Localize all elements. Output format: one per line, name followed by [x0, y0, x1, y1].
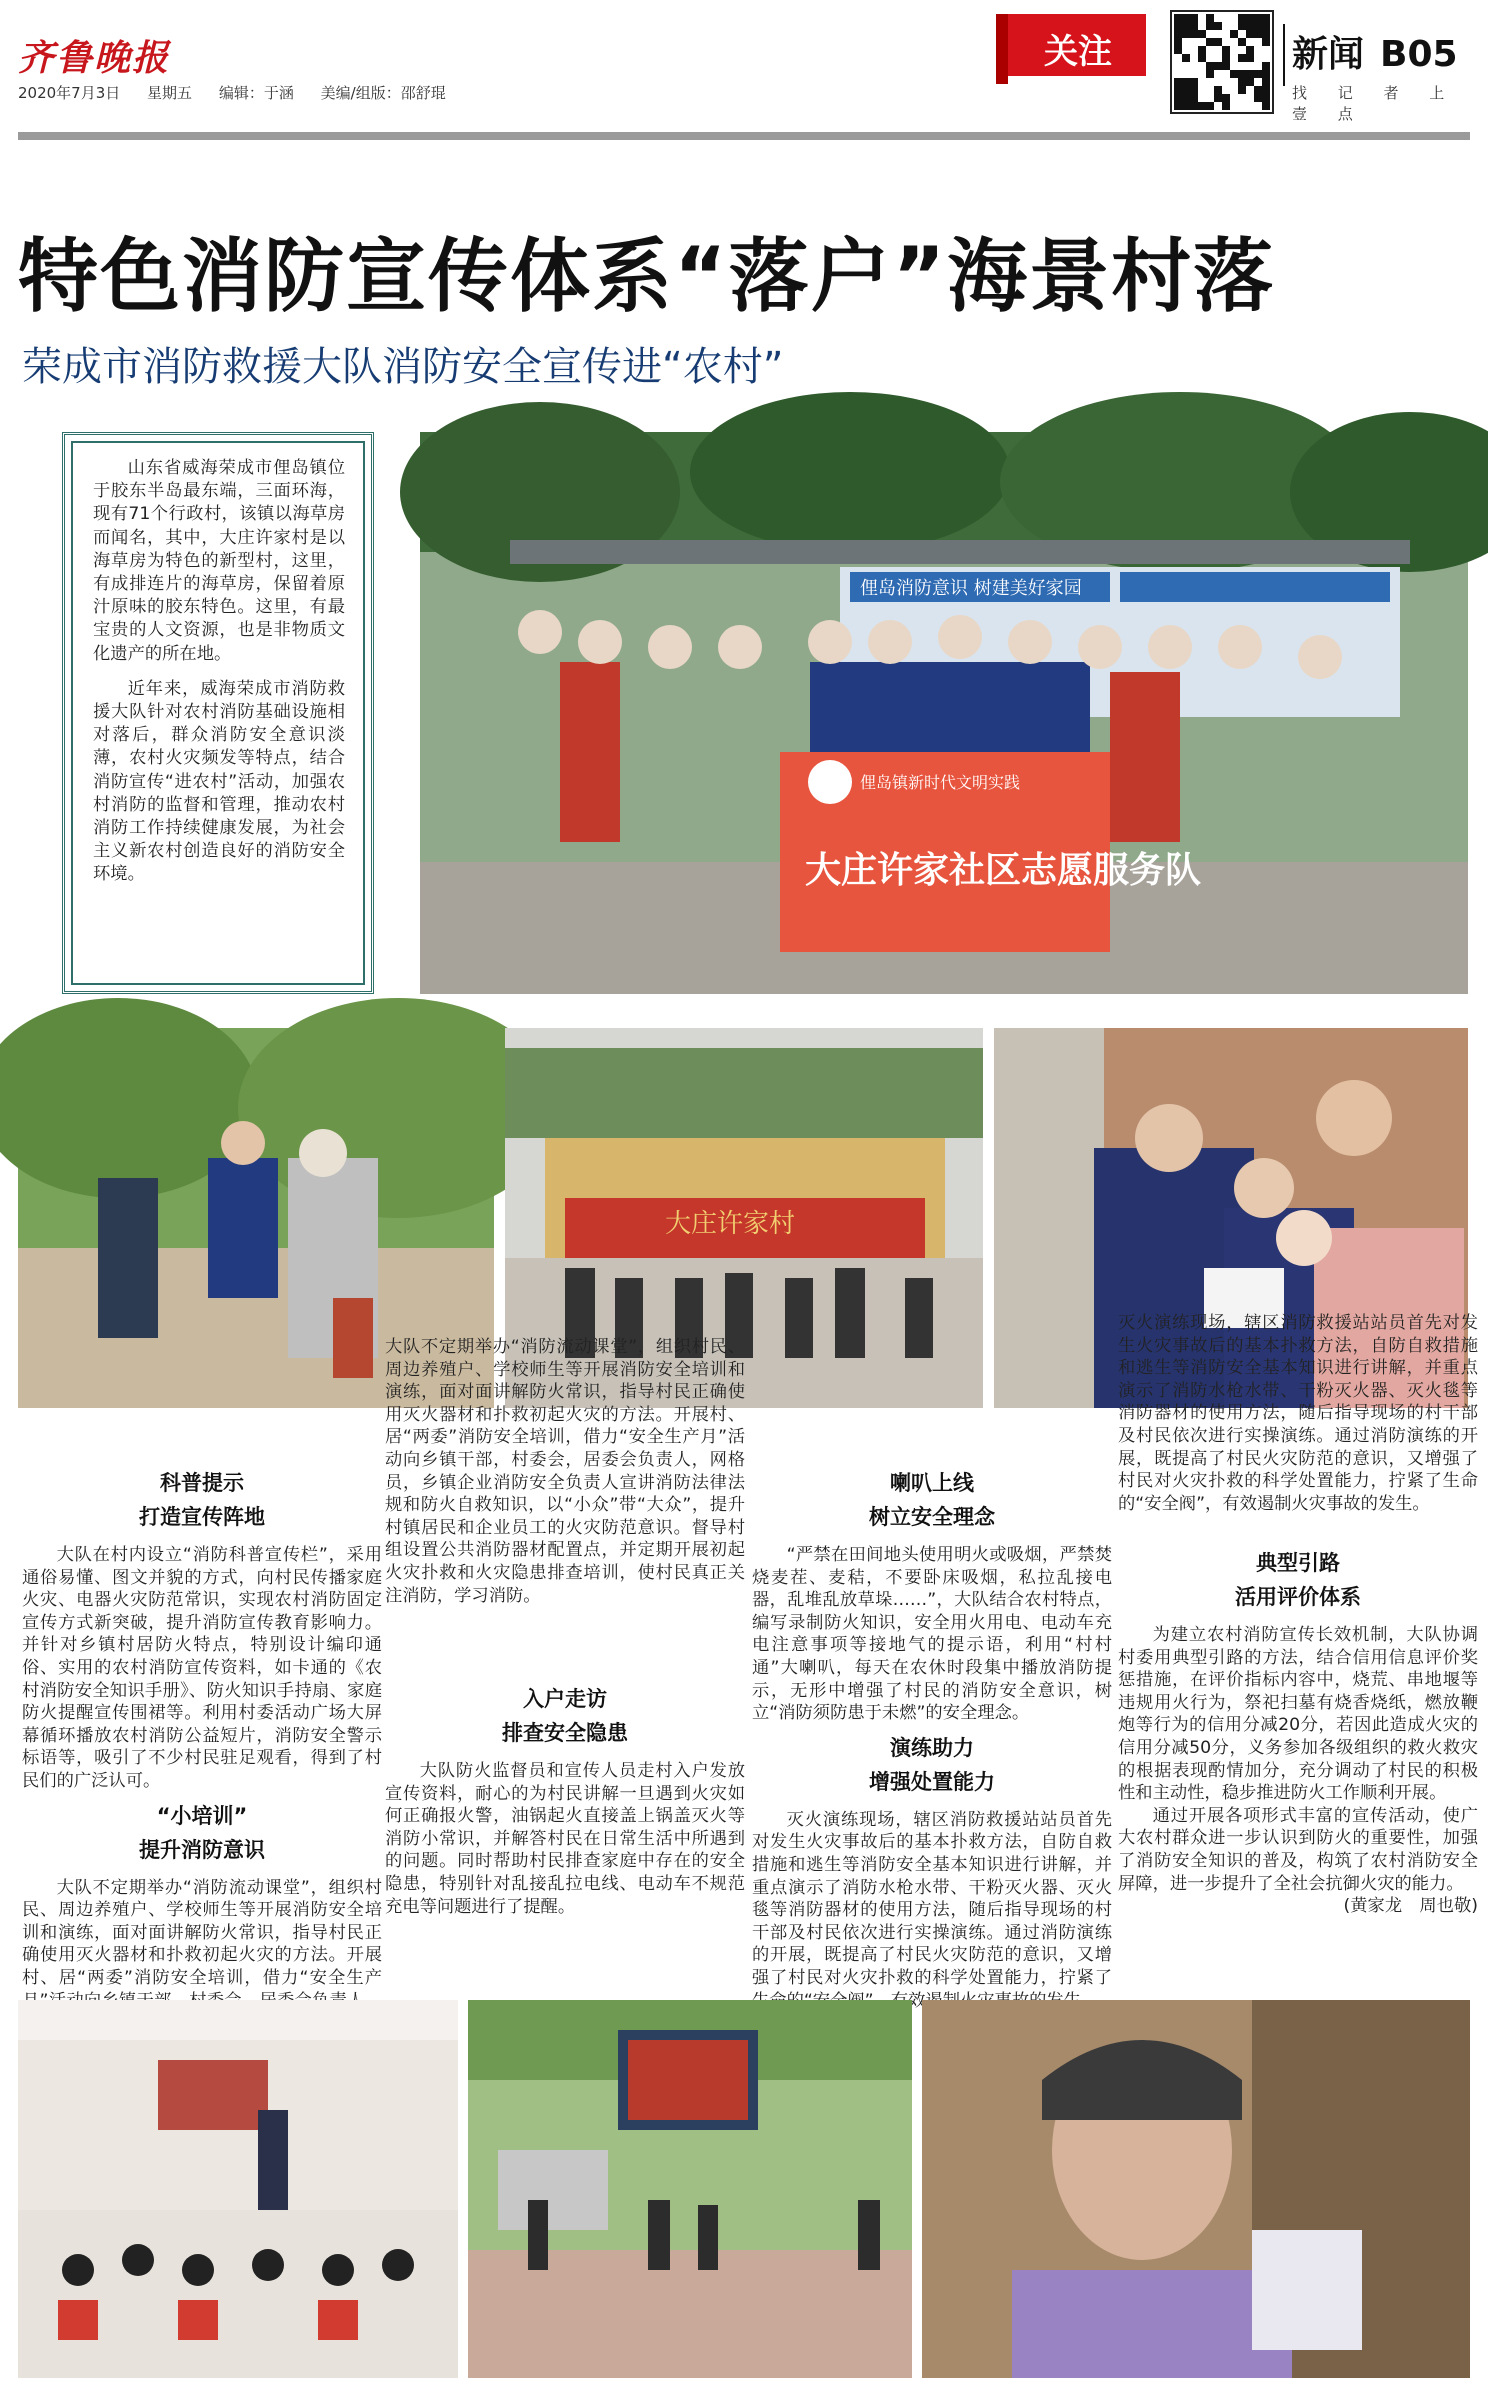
- body-paragraph: 通过开展各项形式丰富的宣传活动，使广大农村群众进一步认识到防火的重要性，加强了消防安全知识的普及，构筑了农村消防安全屏障，进一步提升了全社会抗御火灾的能力。: [1118, 1805, 1478, 1894]
- newspaper-logo: 齐鲁晚报: [18, 37, 171, 79]
- banner-small-text: 俚岛镇新时代文明实践: [860, 773, 1021, 792]
- header-rule: [18, 132, 1470, 140]
- editor-credit: 编辑：于涵: [218, 84, 294, 102]
- designer-credit: 美编/组版：邵舒琨: [320, 84, 446, 102]
- body-paragraph: 大队在村内设立“消防科普宣传栏”，采用通俗易懂、图文并貌的方式，向村民传播家庭火灾、电器火灾防范常识，实现农村消防固定宣传方式新突破，提升消防宣传教育影响力。并针对乡镇村居防火特点，特别设计编印通俗、实用的农村消防宣传资料，如卡通的《农村消防安全知识手册》、防火知识手持扇、家庭防火提醒宣传围裙等。利用村委活动广场大屏幕循环播放农村消防公益短片，消防安全警示标语等，吸引了不少村民驻足观看，得到了村民们的广泛认可。: [22, 1545, 382, 1791]
- section-heading: 演练助力: [890, 1735, 974, 1760]
- headline: 特色消防宣传体系“落户”海景村落: [18, 230, 1276, 323]
- body-paragraph: 大队防火监督员和宣传人员走村入户发放宣传资料，耐心的为村民讲解一旦遇到火灾如何正确报火警，油锅起火直接盖上锅盖灭火等消防小常识，并解答村民在日常生活中所遇到的问题。同时帮助村民排查家庭中存在的安全隐患，特别针对乱接乱拉电线、电动车不规范充电等问题进行了提醒。: [385, 1761, 745, 1917]
- village-sign-text: 大庄许家村: [665, 1209, 796, 1239]
- dateline: [18, 82, 462, 103]
- body-paragraph: 为建立农村消防宣传长效机制，大队协调村委用典型引路的方法，结合信用信息评价奖惩措施，在评价指标内容中，烧荒、串地堰等违规用火行为，祭祀扫墓有烧香烧纸，燃放鞭炮等行为的信用分减20分，若因此造成火灾的信用分减50分，义务参加各级组织的救火救灾的根据表现酌情加分，充分调动了村民的积极性和主动性，稳步推进防火工作顺利开展。: [1118, 1625, 1478, 1804]
- body-paragraph-continued: [1118, 1313, 1478, 1540]
- section-subheading: 排查安全隐患: [502, 1721, 628, 1745]
- header-divider: [1283, 24, 1285, 86]
- page-number: B05: [1380, 34, 1458, 75]
- intro-box: [62, 432, 374, 994]
- find-reporter-tag: 找 记 者 上 壹 点: [1292, 84, 1445, 123]
- section-subheading: 打造宣传阵地: [139, 1505, 265, 1529]
- body-paragraph-continued: [385, 1337, 745, 1676]
- photo-classroom: [18, 2000, 458, 2378]
- body-paragraph: 大队不定期举办“消防流动课堂”，组织村民、周边养殖户、学校师生等开展消防安全培训和演练，面对面讲解防火常识，指导村民正确使用灭火器材和扑救初起火灾的方法。开展村、居“两委”消防安全培训，借力“安全生产: [22, 1877, 382, 1988]
- intro-paragraph: 近年来，威海荣成市消防救援大队针对农村消防基础设施相对落后，群众消防安全意识淡薄，农村火灾频发等特点，结合消防宣传“进农村”活动，加强农村消防的监督和管理，推动农村消防工作持续健康发展，为社会主义新农村创造良好的消防安全环境。: [93, 678, 345, 885]
- body-paragraph: “严禁在田间地头使用明火或吸烟，严禁焚烧麦茬、麦秸，不要卧床吸烟，私拉乱接电器，乱堆乱放草垛……”，大队结合农村特点，编写录制防火知识，安全用火用电、电动车充电注意事项等接地气的提示语，利用“村村通”大喇叭，每天在农休时段集中播放消防提示，无形中增强了村民的消防安全意识，树立“消防须防患于未燃”的安全理念。: [752, 1545, 1112, 1724]
- qr-code-icon[interactable]: [1170, 10, 1274, 114]
- byline: (黄家龙 周也敬): [1343, 1896, 1478, 1917]
- body-paragraph: 灭火演练现场，辖区消防救援站站员首先对发生火灾事故后的基本扑救方法，自防自救措施和逃生等消防安全基本知识进行讲解，并重点演示了消防水枪水带、干粉灭火器、灭火毯等消防器材的使用方法，随后指导现场的村干部及村民依次进行实操演练。通过消防演练的开展，既提高了村民火灾防范的意识，又增强了村民对火灾扑救的科学处置能力，拧紧了 有效遏: [752, 1809, 1112, 2011]
- photo-woman-reading: [922, 2000, 1470, 2378]
- follow-label: 关注: [1044, 32, 1112, 72]
- section-heading: 喇叭上线: [890, 1471, 974, 1495]
- banner-text: 大庄许家社区志愿服务队: [805, 850, 1202, 891]
- board-text: 俚岛消防意识 树建美好家园: [860, 578, 1082, 599]
- continued-text: 灭火演练现场，辖区消防救援站站员首先对发生火灾事故后的基本扑救方法，自防自救措施和逃生等消防安全基本知识进行讲解，并重点演示了消防水枪水带、干粉灭火器、灭火毯等消防器材的使用方法，随后指导现场的村干部及村民依次进行实操演练。通过消防演练的开展，既提高了村民火灾防范的意识，又增强了村民对火灾扑救的科学处置能力，拧紧了生命的“安全阀”，有效遏制火灾事故的发生。: [1118, 1313, 1478, 1514]
- continued-text: 大队不定期举办“消防流动课堂”，组织村民、周边养殖户、学校师生等开展消防安全培训和演练，面对面讲解防火常识，指导村民正确使用灭火器材和扑救初起火灾的方法。开展村、居“两委”消防安全培训，借力“安全生产月”活动向乡镇干部，村委会，居委会负责人，网格员，乡镇企业消防安全负责人宣讲消防法律法规和防火自救知识，以“小众”带“大众”，提升村镇居民和企业员工的火灾防范意识。督导村组设置公共消防器材配置点，并定期开展初起火灾扑救和火灾隐患排查培训，使村民真正关注消防，学习消防。: [385, 1337, 745, 1606]
- group-photo: [420, 432, 1468, 994]
- section-subheading: 活用评价体系: [1235, 1585, 1361, 1609]
- section-heading: 入户走访: [523, 1687, 607, 1711]
- photo-outdoor-screen: [468, 2000, 912, 2378]
- issue-weekday: 星期五: [147, 84, 193, 102]
- section-name: 新闻: [1292, 34, 1365, 75]
- column-3: [752, 1460, 1112, 2011]
- section-heading: “小培训”: [156, 1803, 248, 1828]
- column-1: [22, 1460, 382, 1989]
- section-heading: 典型引路: [1256, 1551, 1340, 1575]
- column-4: [1118, 1313, 1478, 1918]
- section-subheading: 提升消防意识: [139, 1837, 265, 1862]
- intro-paragraph: 山东省威海荣成市俚岛镇位于胶东半岛最东端，三面环海，现有71个行政村，该镇以海草房而闻名，其中，大庄许家村是以海草房为特色的新型村，这里，有成排连片的海草房，保留着原汁原味的胶东特色。这里，有最宝贵的人文资源，也是非物质文化遗产的所在地。: [93, 458, 345, 664]
- section-subheading: 增强处置能力: [869, 1769, 995, 1794]
- section-subheading: 树立安全理念: [869, 1505, 995, 1529]
- section-heading: 科普提示: [160, 1471, 244, 1495]
- issue-date: 2020年7月3日: [18, 84, 121, 102]
- follow-badge[interactable]: [996, 14, 1146, 82]
- column-2: [385, 1337, 745, 1918]
- subheadline: 荣成市消防救援大队消防安全宣传进“农村”: [22, 344, 784, 390]
- section-title: [1292, 26, 1458, 77]
